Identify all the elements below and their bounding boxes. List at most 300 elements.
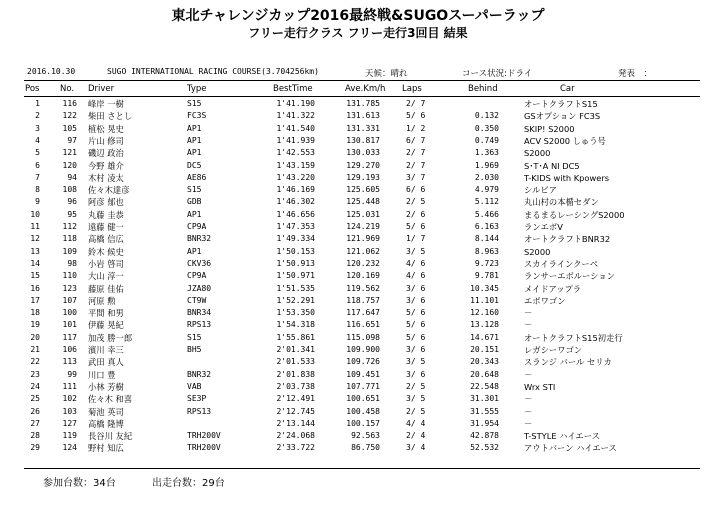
table-row bbox=[0, 442, 716, 454]
table-row bbox=[0, 406, 716, 418]
cell-car: スカイラインクーペ bbox=[524, 258, 599, 269]
cell-ave: 131.331 bbox=[346, 123, 380, 133]
cell-laps: 4/ 6 bbox=[406, 258, 426, 268]
cell-best: 2'01.838 bbox=[276, 369, 315, 379]
cell-type: DC5 bbox=[187, 160, 202, 170]
cell-pos: 3 bbox=[35, 123, 40, 133]
cell-pos: 19 bbox=[30, 320, 40, 330]
cell-car: Wrx STI bbox=[524, 381, 556, 392]
cell-no: 111 bbox=[62, 381, 77, 391]
cell-no: 101 bbox=[62, 320, 77, 330]
cell-best: 1'49.334 bbox=[276, 234, 315, 244]
cell-pos: 13 bbox=[30, 246, 40, 256]
cell-no: 102 bbox=[62, 394, 77, 404]
cell-pos: 16 bbox=[30, 283, 40, 293]
cell-pos: 28 bbox=[30, 431, 40, 441]
table-row bbox=[0, 418, 716, 430]
cell-car: ランサーエボルーション bbox=[524, 271, 615, 282]
table-row bbox=[0, 430, 716, 442]
cell-driver: 大山 淳一 bbox=[88, 271, 124, 282]
cell-ave: 129.270 bbox=[346, 160, 380, 170]
cell-best: 1'50.971 bbox=[276, 271, 315, 281]
cell-no: 118 bbox=[62, 234, 77, 244]
cell-laps: 5/ 6 bbox=[406, 332, 426, 342]
cell-best: 1'46.656 bbox=[276, 209, 315, 219]
cell-best: 1'43.220 bbox=[276, 172, 315, 182]
cell-no: 120 bbox=[62, 160, 77, 170]
cell-driver: 磯辺 政治 bbox=[88, 148, 124, 159]
cell-behind: 20.151 bbox=[470, 345, 499, 354]
table-row bbox=[0, 184, 716, 196]
table-row bbox=[0, 110, 716, 122]
cell-best: 2'13.144 bbox=[276, 418, 315, 428]
cell-driver: 片山 修司 bbox=[88, 135, 124, 146]
cell-type: CT9W bbox=[187, 295, 207, 305]
cell-car: SKIP! S2000 bbox=[524, 123, 575, 134]
cell-driver: 高橋 隆博 bbox=[88, 418, 124, 429]
cell-best: 1'46.169 bbox=[276, 185, 315, 195]
cell-behind: 5.112 bbox=[474, 197, 499, 207]
cell-ave: 120.169 bbox=[346, 271, 380, 281]
cell-ave: 117.647 bbox=[346, 308, 380, 318]
cell-laps: 2/ 7 bbox=[406, 148, 426, 158]
cell-driver: 佐々木 和喜 bbox=[88, 394, 133, 405]
col-header-best: BestTime bbox=[273, 84, 313, 94]
table-row bbox=[0, 319, 716, 331]
cell-behind: 11.101 bbox=[470, 295, 499, 305]
cell-no: 110 bbox=[62, 271, 77, 281]
cell-pos: 9 bbox=[35, 197, 40, 207]
cell-ave: 107.771 bbox=[346, 381, 380, 391]
cell-type: BH5 bbox=[187, 345, 202, 354]
cell-best: 1'50.913 bbox=[276, 258, 315, 268]
cell-car: メイドアップラ bbox=[524, 283, 582, 294]
cell-car: レガシーワゴン bbox=[524, 345, 583, 355]
cell-pos: 10 bbox=[30, 209, 40, 219]
col-header-behind: Behind bbox=[468, 84, 498, 94]
cell-ave: 100.651 bbox=[346, 394, 380, 404]
cell-behind: 8.963 bbox=[474, 246, 499, 256]
table-row bbox=[0, 344, 716, 356]
cell-laps: 2/ 7 bbox=[406, 99, 426, 108]
cell-pos: 7 bbox=[35, 172, 40, 182]
table-bottom-rule bbox=[24, 468, 700, 469]
cell-best: 2'24.068 bbox=[276, 431, 315, 441]
cell-laps: 3/ 7 bbox=[406, 172, 426, 182]
cell-laps: 2/ 7 bbox=[406, 160, 426, 170]
cell-laps: 3/ 6 bbox=[406, 283, 426, 293]
cell-pos: 17 bbox=[30, 295, 40, 305]
cell-no: 107 bbox=[62, 295, 77, 305]
cell-pos: 1 bbox=[35, 99, 40, 108]
cell-laps: 5/ 6 bbox=[406, 111, 426, 121]
entries-count: 参加台数：34台 bbox=[43, 478, 116, 489]
cell-laps: 6/ 6 bbox=[406, 185, 426, 195]
cell-pos: 18 bbox=[30, 308, 40, 318]
cell-no: 94 bbox=[67, 172, 77, 182]
col-header-ave: Ave.Km/h bbox=[345, 84, 386, 94]
cell-car: アウトバーン ハイエース bbox=[524, 443, 617, 454]
cell-best: 2'12.745 bbox=[276, 406, 315, 416]
report-subtitle: フリー走行クラス フリー走行3回目 結果 bbox=[248, 26, 468, 40]
cell-behind: 31.954 bbox=[470, 418, 499, 428]
cell-car: － bbox=[524, 320, 533, 331]
cell-pos: 26 bbox=[30, 406, 40, 416]
cell-best: 2'33.722 bbox=[276, 443, 315, 453]
cell-laps: 3/ 5 bbox=[406, 357, 426, 367]
cell-ave: 121.969 bbox=[346, 234, 380, 244]
cell-no: 108 bbox=[62, 185, 77, 195]
cell-no: 123 bbox=[62, 283, 77, 293]
table-row bbox=[0, 369, 716, 381]
cell-behind: 14.671 bbox=[470, 332, 499, 342]
cell-laps: 5/ 6 bbox=[406, 222, 426, 231]
col-header-driver: Driver bbox=[88, 84, 115, 94]
cell-driver: 木村 凌太 bbox=[88, 172, 124, 183]
cell-driver: 加茂 勝一郎 bbox=[88, 332, 133, 343]
cell-behind: 4.979 bbox=[474, 185, 499, 195]
cell-car: GSオプション FC3S bbox=[524, 111, 601, 122]
col-header-type: Type bbox=[187, 84, 207, 94]
cell-type: S15 bbox=[187, 185, 202, 195]
table-row bbox=[0, 283, 716, 295]
cell-driver: 小岩 啓司 bbox=[88, 258, 124, 269]
cell-type: JZA80 bbox=[187, 283, 212, 293]
cell-pos: 11 bbox=[30, 222, 40, 231]
cell-car: － bbox=[524, 308, 533, 319]
table-row bbox=[0, 233, 716, 245]
cell-behind: 0.749 bbox=[474, 135, 499, 145]
cell-ave: 129.193 bbox=[346, 172, 380, 182]
cell-laps: 2/ 5 bbox=[406, 197, 426, 207]
cell-best: 1'41.322 bbox=[276, 111, 315, 121]
cell-car: S2000 bbox=[524, 148, 551, 159]
cell-car: T-KIDS with Kpowers bbox=[524, 172, 610, 183]
cell-driver: 佐々木達彦 bbox=[88, 185, 130, 196]
cell-no: 116 bbox=[62, 99, 77, 108]
cell-no: 95 bbox=[67, 209, 77, 219]
cell-laps: 1/ 2 bbox=[406, 123, 426, 133]
cell-laps: 3/ 6 bbox=[406, 345, 426, 354]
cell-behind: 5.466 bbox=[474, 209, 499, 219]
cell-car: T-STYLE ハイエース bbox=[524, 431, 600, 442]
cell-best: 1'54.318 bbox=[276, 320, 315, 330]
header-bottom-rule bbox=[24, 96, 700, 97]
cell-driver: 阿彦 郁也 bbox=[88, 197, 124, 208]
cell-ave: 125.605 bbox=[346, 185, 380, 195]
cell-laps: 4/ 6 bbox=[406, 271, 426, 281]
cell-type: S15 bbox=[187, 332, 202, 342]
cell-laps: 5/ 6 bbox=[406, 308, 426, 318]
cell-behind: 6.163 bbox=[474, 222, 499, 231]
cell-ave: 120.232 bbox=[346, 258, 380, 268]
cell-type: GDB bbox=[187, 197, 202, 207]
cell-type: CKV36 bbox=[187, 258, 212, 268]
table-row bbox=[0, 172, 716, 184]
cell-pos: 21 bbox=[30, 345, 40, 354]
cell-laps: 4/ 4 bbox=[406, 418, 426, 428]
cell-driver: 藤原 佳佑 bbox=[88, 283, 124, 294]
cell-laps: 3/ 6 bbox=[406, 295, 426, 305]
cell-best: 1'41.190 bbox=[276, 99, 315, 108]
cell-pos: 6 bbox=[35, 160, 40, 170]
cell-best: 1'52.291 bbox=[276, 295, 315, 305]
cell-car: エボワゴン bbox=[524, 295, 566, 306]
course-name: SUGO INTERNATIONAL RACING COURSE(3.704256km) bbox=[107, 67, 319, 76]
table-row bbox=[0, 135, 716, 147]
cell-ave: 109.451 bbox=[346, 369, 380, 379]
cell-driver: 平間 和男 bbox=[88, 308, 124, 319]
col-header-laps: Laps bbox=[402, 84, 422, 94]
cell-driver: 伊藤 晃紀 bbox=[88, 320, 124, 331]
col-header-no: No. bbox=[60, 84, 75, 94]
cell-driver: 丸藤 圭恭 bbox=[88, 209, 124, 220]
cell-type: VAB bbox=[187, 381, 202, 391]
cell-ave: 118.757 bbox=[346, 295, 380, 305]
cell-best: 1'41.939 bbox=[276, 135, 315, 145]
cell-ave: 131.613 bbox=[346, 111, 380, 121]
cell-laps: 3/ 6 bbox=[406, 369, 426, 379]
cell-no: 99 bbox=[67, 369, 77, 379]
cell-behind: 0.350 bbox=[474, 123, 499, 133]
cell-no: 121 bbox=[62, 148, 77, 158]
cell-ave: 130.817 bbox=[346, 135, 380, 145]
cell-behind: 0.132 bbox=[474, 111, 499, 121]
cell-pos: 20 bbox=[30, 332, 40, 342]
cell-laps: 1/ 7 bbox=[406, 234, 426, 244]
cell-ave: 116.651 bbox=[346, 320, 380, 330]
table-row bbox=[0, 221, 716, 233]
cell-laps: 2/ 5 bbox=[406, 406, 426, 416]
col-header-pos: Pos bbox=[25, 84, 40, 94]
cell-car: － bbox=[524, 418, 533, 429]
cell-behind: 52.532 bbox=[470, 443, 499, 453]
cell-type: RPS13 bbox=[187, 406, 212, 416]
table-row bbox=[0, 196, 716, 208]
table-row bbox=[0, 381, 716, 393]
cell-laps: 2/ 4 bbox=[406, 431, 426, 441]
cell-no: 127 bbox=[62, 418, 77, 428]
cell-behind: 31.555 bbox=[470, 406, 499, 416]
cell-no: 103 bbox=[62, 406, 77, 416]
cell-driver: 菊池 英司 bbox=[88, 406, 124, 417]
cell-pos: 4 bbox=[35, 135, 40, 145]
cell-pos: 14 bbox=[30, 258, 40, 268]
cell-ave: 100.157 bbox=[346, 418, 380, 428]
cell-driver: 高橋 信広 bbox=[88, 234, 124, 245]
cell-car: S2000 bbox=[524, 246, 551, 257]
cell-pos: 23 bbox=[30, 369, 40, 379]
table-row bbox=[0, 123, 716, 135]
cell-best: 1'41.540 bbox=[276, 123, 315, 133]
cell-no: 122 bbox=[62, 111, 77, 121]
cell-driver: 植松 晃史 bbox=[88, 123, 124, 134]
cell-pos: 8 bbox=[35, 185, 40, 195]
track-condition: コース状況:ドライ bbox=[462, 69, 533, 79]
cell-no: 100 bbox=[62, 308, 77, 318]
cell-behind: 22.548 bbox=[470, 381, 499, 391]
cell-type: CP9A bbox=[187, 222, 207, 231]
cell-type: CP9A bbox=[187, 271, 207, 281]
cell-driver: 遠藤 健一 bbox=[88, 222, 124, 232]
cell-best: 1'47.353 bbox=[276, 222, 315, 231]
cell-type: AP1 bbox=[187, 135, 202, 145]
table-row bbox=[0, 258, 716, 270]
cell-laps: 3/ 5 bbox=[406, 394, 426, 404]
cell-pos: 12 bbox=[30, 234, 40, 244]
cell-best: 1'50.153 bbox=[276, 246, 315, 256]
table-row bbox=[0, 307, 716, 319]
cell-driver: 小林 芳樹 bbox=[88, 381, 124, 392]
cell-type: AP1 bbox=[187, 148, 202, 158]
cell-car: オートクラフトBNR32 bbox=[524, 234, 611, 245]
cell-no: 112 bbox=[62, 222, 77, 231]
starters-count: 出走台数：29台 bbox=[152, 478, 225, 489]
table-row bbox=[0, 147, 716, 159]
cell-type: S15 bbox=[187, 99, 202, 108]
cell-pos: 29 bbox=[30, 443, 40, 453]
cell-behind: 42.878 bbox=[470, 431, 499, 441]
cell-type: SE3P bbox=[187, 394, 207, 404]
race-date: 2016.10.30 bbox=[27, 67, 76, 76]
cell-pos: 24 bbox=[30, 381, 40, 391]
cell-car: ランエボV bbox=[524, 222, 563, 232]
cell-laps: 3/ 4 bbox=[406, 443, 426, 453]
cell-behind: 9.781 bbox=[474, 271, 499, 281]
cell-type: BNR34 bbox=[187, 308, 212, 318]
cell-no: 96 bbox=[67, 197, 77, 207]
cell-car: － bbox=[524, 406, 533, 417]
cell-no: 97 bbox=[67, 135, 77, 145]
cell-behind: 13.128 bbox=[470, 320, 499, 330]
cell-pos: 2 bbox=[35, 111, 40, 121]
cell-laps: 2/ 5 bbox=[406, 381, 426, 391]
cell-no: 113 bbox=[62, 357, 77, 367]
col-header-car: Car bbox=[560, 84, 575, 94]
cell-type: FC3S bbox=[187, 111, 207, 121]
cell-ave: 115.098 bbox=[346, 332, 380, 342]
table-row bbox=[0, 393, 716, 405]
cell-no: 109 bbox=[62, 246, 77, 256]
cell-ave: 125.448 bbox=[346, 197, 380, 207]
cell-type: BNR32 bbox=[187, 369, 212, 379]
cell-behind: 12.160 bbox=[470, 308, 499, 318]
cell-pos: 15 bbox=[30, 271, 40, 281]
table-row bbox=[0, 270, 716, 282]
cell-best: 2'12.491 bbox=[276, 394, 315, 404]
cell-best: 1'53.350 bbox=[276, 308, 315, 318]
cell-no: 124 bbox=[62, 443, 77, 453]
cell-car: ACV S2000 しゅう号 bbox=[524, 135, 606, 146]
cell-best: 1'55.861 bbox=[276, 332, 315, 342]
cell-best: 2'03.738 bbox=[276, 381, 315, 391]
cell-best: 1'43.159 bbox=[276, 160, 315, 170]
table-row bbox=[0, 295, 716, 307]
cell-ave: 119.562 bbox=[346, 283, 380, 293]
cell-ave: 92.563 bbox=[351, 431, 380, 441]
cell-no: 98 bbox=[67, 258, 77, 268]
cell-best: 1'46.302 bbox=[276, 197, 315, 207]
cell-type: AE86 bbox=[187, 172, 207, 182]
cell-ave: 124.219 bbox=[346, 222, 380, 231]
cell-driver: 鈴木 候史 bbox=[88, 246, 124, 257]
cell-laps: 3/ 5 bbox=[406, 246, 426, 256]
cell-car: スランジ バール セリカ bbox=[524, 357, 612, 368]
cell-behind: 20.648 bbox=[470, 369, 499, 379]
cell-type: TRH200V bbox=[187, 443, 221, 453]
cell-car: オートクラフトS15初走行 bbox=[524, 332, 623, 343]
cell-laps: 2/ 6 bbox=[406, 209, 426, 219]
cell-type: AP1 bbox=[187, 123, 202, 133]
table-row bbox=[0, 98, 716, 110]
cell-ave: 121.062 bbox=[346, 246, 380, 256]
cell-type: AP1 bbox=[187, 246, 202, 256]
weather-status: 天候：晴れ bbox=[365, 69, 408, 79]
cell-driver: 峰岸 一樹 bbox=[88, 99, 124, 109]
cell-type: AP1 bbox=[187, 209, 202, 219]
cell-pos: 27 bbox=[30, 418, 40, 428]
cell-ave: 109.726 bbox=[346, 357, 380, 367]
cell-pos: 5 bbox=[35, 148, 40, 158]
cell-pos: 25 bbox=[30, 394, 40, 404]
cell-driver: 濱川 幸三 bbox=[88, 345, 124, 355]
header-top-rule bbox=[24, 80, 700, 81]
cell-driver: 武田 真人 bbox=[88, 357, 124, 368]
cell-ave: 100.458 bbox=[346, 406, 380, 416]
cell-car: まるまるレーシングS2000 bbox=[524, 209, 625, 220]
table-row bbox=[0, 160, 716, 172]
table-row bbox=[0, 356, 716, 368]
cell-best: 1'51.535 bbox=[276, 283, 315, 293]
cell-behind: 1.969 bbox=[474, 160, 499, 170]
cell-no: 117 bbox=[62, 332, 77, 342]
cell-driver: 河原 勲 bbox=[88, 295, 116, 306]
cell-car: － bbox=[524, 369, 533, 380]
cell-behind: 9.723 bbox=[474, 258, 499, 268]
cell-behind: 1.363 bbox=[474, 148, 499, 158]
table-row bbox=[0, 332, 716, 344]
cell-behind: 8.144 bbox=[474, 234, 499, 244]
cell-best: 1'42.553 bbox=[276, 148, 315, 158]
cell-driver: 長谷川 友紀 bbox=[88, 431, 133, 442]
cell-driver: 川口 豊 bbox=[88, 369, 116, 380]
cell-behind: 31.301 bbox=[470, 394, 499, 404]
cell-ave: 125.031 bbox=[346, 209, 380, 219]
cell-ave: 109.900 bbox=[346, 345, 380, 354]
cell-type: TRH200V bbox=[187, 431, 221, 441]
table-row bbox=[0, 246, 716, 258]
cell-car: － bbox=[524, 394, 533, 405]
cell-pos: 22 bbox=[30, 357, 40, 367]
cell-best: 2'01.341 bbox=[276, 345, 315, 354]
cell-ave: 130.033 bbox=[346, 148, 380, 158]
cell-best: 2'01.533 bbox=[276, 357, 315, 367]
cell-behind: 10.345 bbox=[470, 283, 499, 293]
cell-car: S･T･A NI DC5 bbox=[524, 160, 580, 171]
cell-behind: 2.030 bbox=[474, 172, 499, 182]
cell-driver: 今野 雄介 bbox=[88, 160, 124, 171]
cell-ave: 131.785 bbox=[346, 99, 380, 108]
report-title: 東北チャレンジカップ2016最終戦&SUGOスーパーラップ bbox=[171, 8, 545, 24]
cell-behind: 20.343 bbox=[470, 357, 499, 367]
cell-car: シルビア bbox=[524, 185, 557, 196]
cell-no: 106 bbox=[62, 345, 77, 354]
cell-car: オートクラフトS15 bbox=[524, 99, 598, 109]
cell-laps: 5/ 6 bbox=[406, 320, 426, 330]
cell-no: 105 bbox=[62, 123, 77, 133]
cell-type: BNR32 bbox=[187, 234, 212, 244]
table-row bbox=[0, 209, 716, 221]
